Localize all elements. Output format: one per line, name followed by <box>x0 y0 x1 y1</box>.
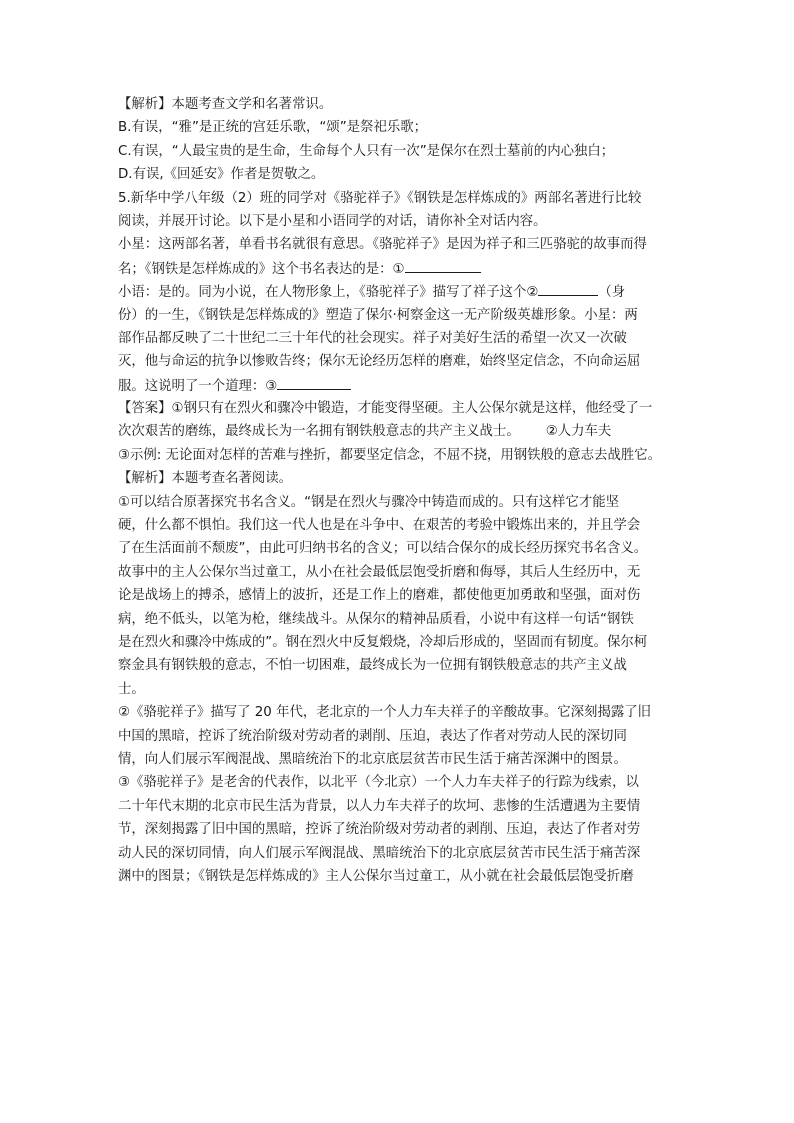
analysis-option-b: B.有误，“雅”是正统的宫廷乐歌，“颂”是祭祀乐歌； <box>118 120 428 136</box>
question-5-line-6: 份）的一生，《钢铁是怎样炼成的》塑造了保尔·柯察金这一无产阶级英雄形象。小星：两 <box>118 307 638 323</box>
answer-blank-3 <box>277 374 351 390</box>
question-5-line-7: 部作品都反映了二十世纪二三十年代的社会现实。祥子对美好生活的希望一次又一次破 <box>118 330 627 346</box>
analysis-2-line-4: 了在生活面前不颓废”，由此可归纳书名的含义；可以结合保尔的成长经历探究书名含义。 <box>118 541 648 557</box>
analysis-option-c: C.有误，“人最宝贵的是生命，生命每个人只有一次”是保尔在烈士墓前的内心独白； <box>118 143 615 159</box>
analysis-2-line-13: 情，向人们展示军阀混战、黑暗统治下的北京底层贫苦市民生活于痛苦深渊中的图景。 <box>118 751 627 767</box>
analysis-2-line-7: 病，绝不低头，以笔为枪，继续战斗。从保尔的精神品质看，小说中有这样一句话“钢铁 <box>118 611 634 627</box>
answer-blank-2 <box>538 280 598 296</box>
question-5-line-5 <box>118 280 680 303</box>
analysis-2-line-12: 中国的黑暗，控诉了统治阶级对劳动者的剥削、压迫，表达了作者对劳动人民的深切同 <box>118 728 627 744</box>
analysis-2-line-18: 渊中的图景；《钢铁是怎样炼成的》主人公保尔当过童工，从小就在社会最低层饱受折磨 <box>118 868 634 884</box>
analysis-2-line-2: ①可以结合原著探究书名含义。“钢是在烈火与骤冷中铸造而成的。只有这样它才能坚 <box>118 494 620 510</box>
analysis-2-line-15: 二十年代末期的北京市民生活为背景，以人力车夫祥子的坎坷、悲惨的生活遭遇为主要情 <box>118 798 641 814</box>
analysis-2-line-10: 士。 <box>118 681 145 697</box>
answer-line-3: ③示例: 无论面对怎样的苦难与挫折，都要坚定信念，不屈不挠，用钢铁般的意志去战胜它。 <box>118 447 662 463</box>
analysis-2-line-16: 节，深刻揭露了旧中国的黑暗，控诉了统治阶级对劳动者的剥削、压迫，表达了作者对劳 <box>118 822 641 838</box>
analysis-2-line-6: 论是战场上的搏杀，感情上的波折，还是工作上的磨难，都使他更加勇敢和坚强，面对伤 <box>118 588 641 604</box>
analysis-2-line-14: ③《骆驼祥子》是老舍的代表作，以北平（今北京）一个人力车夫祥子的行踪为线索，以 <box>118 775 639 791</box>
analysis-2-line-9: 察金具有钢铁般的意志，不怕一切困难，最终成长为一位拥有钢铁般意志的共产主义战 <box>118 658 627 674</box>
question-5-line-1: 5.新华中学八年级（2）班的同学对《骆驼祥子》《钢铁是怎样炼成的》两部名著进行比较 <box>118 190 642 206</box>
answer-line-2-text: 次次艰苦的磨练，最终成长为一名拥有钢铁般意志的共产主义战士。 <box>118 424 520 440</box>
question-5-line-3: 小星：这两部名著，单看书名就很有意思。《骆驼祥子》是因为祥子和三匹骆驼的故事而得 <box>118 237 647 253</box>
analysis-2-line-11: ②《骆驼祥子》描写了 20 年代，老北京的一个人力车夫祥子的辛酸故事。它深刻揭露了旧 <box>118 705 652 721</box>
analysis-heading-2: 【解析】本题考查名著阅读。 <box>118 471 293 487</box>
analysis-2-line-5: 故事中的主人公保尔当过童工，从小在社会最低层饱受折磨和侮辱，其后人生经历中，无 <box>118 564 641 580</box>
question-5-line-2: 阅读，并展开讨论。以下是小星和小语同学的对话，请你补全对话内容。 <box>118 213 547 229</box>
question-5-line-9 <box>118 374 680 397</box>
answer-blank-1 <box>405 257 481 273</box>
question-5-line-5-tail: （身 <box>598 285 626 301</box>
document-page <box>118 93 680 888</box>
analysis-heading-1: 【解析】本题考查文学和名著常识。 <box>118 97 333 112</box>
answer-line-2 <box>118 420 680 443</box>
question-5-line-4 <box>118 257 680 280</box>
question-5-line-9-text: 服。这说明了一个道理：③ <box>118 378 278 394</box>
analysis-2-line-8: 是在烈火和骤冷中炼成的”。钢在烈火中反复煅烧，冷却后形成的，坚固而有韧度。保尔柯 <box>118 634 648 650</box>
answer-line-1: 【答案】①钢只有在烈火和骤冷中锻造，才能变得坚硬。主人公保尔就是这样，他经受了一 <box>118 401 653 417</box>
analysis-2-line-17: 动人民的深切同情，向人们展示军阀混战、黑暗统治下的北京底层贫苦市民生活于痛苦深 <box>118 845 641 861</box>
answer-line-2-item: ②人力车夫 <box>545 424 612 440</box>
question-5-line-8: 灭，他与命运的抗争以惨败告终；保尔无论经历怎样的磨难，始终坚定信念，不向命运屈 <box>118 354 641 370</box>
question-5-line-4-text: 名；《钢铁是怎样炼成的》这个书名表达的是：① <box>118 261 405 277</box>
analysis-2-line-3: 硬，什么都不惧怕。我们这一代人也是在斗争中、在艰苦的考验中锻炼出来的，并且学会 <box>118 518 641 534</box>
analysis-option-d: D.有误,《回延安》作者是贺敬之。 <box>118 167 325 183</box>
question-5-line-5-text: 小语：是的。同为小说，在人物形象上，《骆驼祥子》描写了祥子这个② <box>118 285 539 301</box>
